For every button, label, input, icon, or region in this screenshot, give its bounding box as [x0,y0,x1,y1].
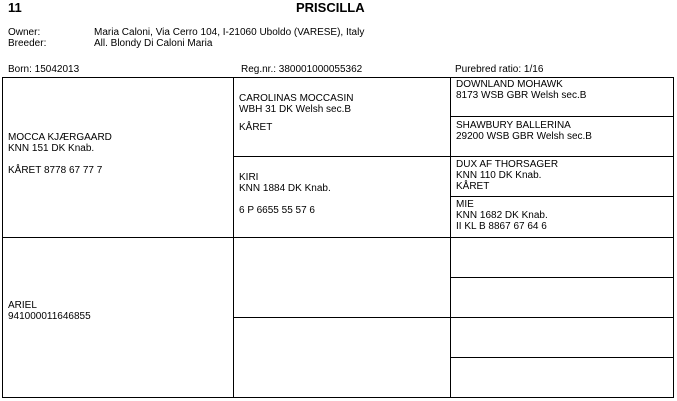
row-divider-q1 [233,156,674,157]
sire-sire-extra: KÅRET [239,122,273,133]
ssd-name: SHAWBURY BALLERINA [456,120,571,131]
row-divider-e5 [450,277,674,278]
dam-cell [8,300,91,322]
sire-sire-name: CAROLINAS MOCCASIN [239,93,354,104]
breeder-value: All. Blondy Di Caloni Maria [94,38,213,49]
sire-reg: KNN 151 DK Knab. [8,143,95,154]
dam-reg: 941000011646855 [8,311,91,322]
row-divider-half [2,237,674,238]
horse-name: PRISCILLA [296,0,365,15]
sdd-extra: II KL B 8867 67 64 6 [456,221,547,232]
sire-sire-reg: WBH 31 DK Welsh sec.B [239,104,352,115]
sire-sire-cell [239,93,353,133]
born-date: Born: 15042013 [8,64,80,75]
sds-reg: KNN 110 DK Knab. [456,170,542,181]
grid-border-top [2,77,674,78]
sdd-name: MIE [456,199,474,210]
grid-border-bottom [2,397,674,398]
sss-reg: 8173 WSB GBR Welsh sec.B [456,90,587,101]
sire-dam-extra: 6 P 6655 55 57 6 [239,205,315,216]
sdd-reg: KNN 1682 DK Knab. [456,210,548,221]
sds-cell [456,159,558,192]
sire-dam-name: KIRI [239,172,259,183]
owner-value: Maria Caloni, Via Cerro 104, I-21060 Uboldo (VARESE), Italy [94,27,365,38]
sire-dam-cell [239,172,331,216]
sss-cell [456,79,586,101]
sire-cell [8,132,112,176]
owner-label: Owner: [8,27,41,38]
row-divider-e3 [450,196,674,197]
sds-extra: KÅRET [456,181,490,192]
ssd-reg: 29200 WSB GBR Welsh sec.B [456,131,592,142]
sds-name: DUX AF THORSAGER [456,159,559,170]
row-divider-q3 [233,317,674,318]
registration-number: Reg.nr.: 380001000055362 [241,64,363,75]
sire-dam-reg: KNN 1884 DK Knab. [239,183,331,194]
purebred-ratio: Purebred ratio: 1/16 [455,64,544,75]
ssd-cell [456,120,592,142]
pedigree-grid [2,77,674,398]
row-divider-e7 [450,357,674,358]
dam-name: ARIEL [8,300,37,311]
sss-name: DOWNLAND MOHAWK [456,79,563,90]
sire-name: MOCCA KJÆRGAARD [8,132,112,143]
row-divider-e1 [450,116,674,117]
sdd-cell [456,199,548,232]
entry-number: 11 [8,0,22,15]
breeder-label: Breeder: [8,38,47,49]
sire-extra: KÅRET 8778 67 77 7 [8,165,103,176]
